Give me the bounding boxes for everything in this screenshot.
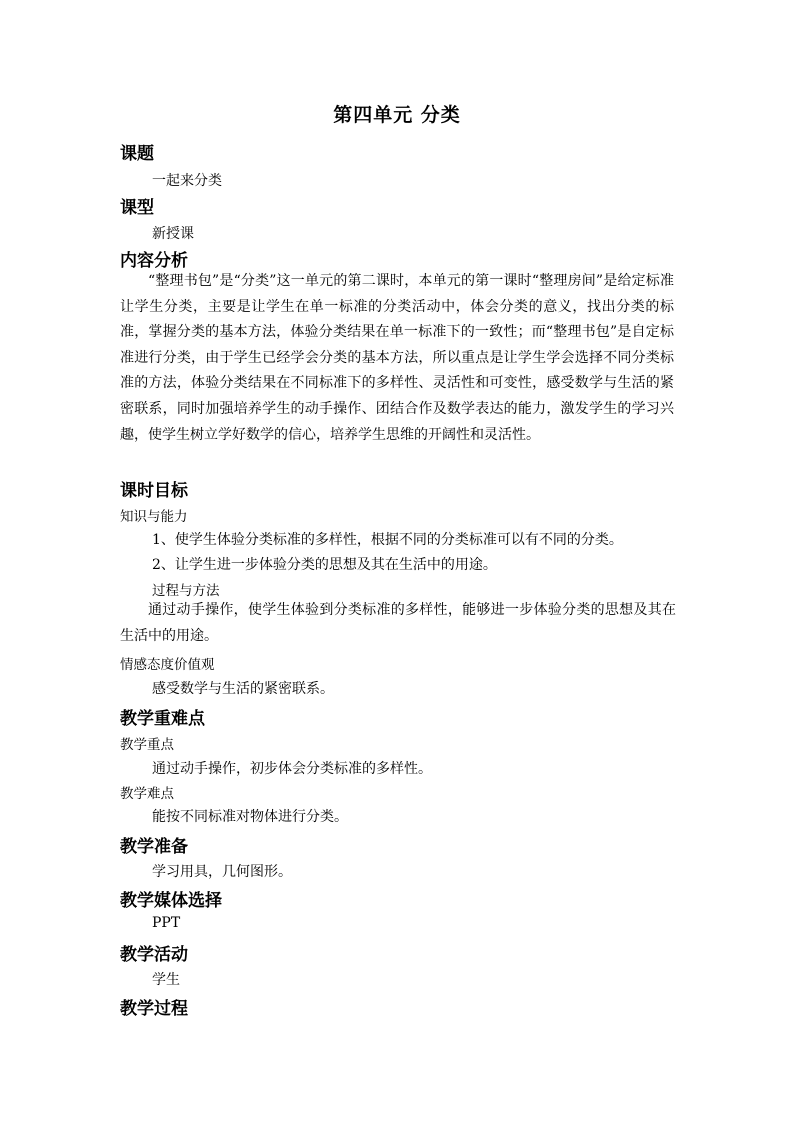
difficult-label: 教学难点	[120, 786, 174, 802]
emotion-text: 感受数学与生活的紧密联系。	[152, 681, 334, 697]
key-text: 通过动手操作，初步体会分类标准的多样性。	[152, 761, 432, 777]
difficult-text: 能按不同标准对物体进行分类。	[152, 809, 348, 825]
media-heading: 教学媒体选择	[120, 891, 222, 911]
preparation-heading: 教学准备	[120, 837, 188, 857]
topic-text: 一起来分类	[152, 173, 222, 189]
type-heading: 课型	[120, 198, 154, 218]
emotion-label: 情感态度价值观	[120, 657, 215, 673]
knowledge-label: 知识与能力	[120, 509, 188, 525]
preparation-text: 学习用具，几何图形。	[152, 864, 292, 880]
process-paragraph: 通过动手操作，使学生体验到分类标准的多样性，能够进一步体验分类的思想及其在生活中的用途。	[120, 602, 676, 644]
page-title: 第四单元 分类	[333, 104, 461, 126]
analysis-heading: 内容分析	[120, 251, 188, 271]
activity-text: 学生	[152, 972, 180, 988]
knowledge-item-2: 2、让学生进一步体验分类的思想及其在生活中的用途。	[152, 557, 497, 573]
type-text: 新授课	[152, 226, 194, 242]
objectives-heading: 课时目标	[120, 481, 188, 501]
activity-heading: 教学活动	[120, 945, 188, 965]
key-label: 教学重点	[120, 737, 174, 753]
analysis-paragraph: “整理书包”是“分类”这一单元的第二课时，本单元的第一课时“整理房间”是给定标准让学生分类，主要是让学生在单一标准的分类活动中，体会分类的意义，找出分类的标准，掌握分类的基本方法，体验分类结果在单一标准下的一致性；而“整理书包”是自定标准进行分类，由于学生已经学会分类的基本方法，所以重点是让学生学会选择不同分类标准的方法，体验分类结果在不同标准下的多样性、灵活性和可变性，感受数学与生活的紧密联系，同时加强培养学生的动手操作、团结合作及数学表达的能力，激发学生的学习兴趣，使学生树立学好数学的信心，培养学生思维的开阔性和灵活性。	[120, 273, 674, 443]
process-heading: 教学过程	[120, 999, 188, 1019]
knowledge-item-1: 1、使学生体验分类标准的多样性，根据不同的分类标准可以有不同的分类。	[152, 532, 623, 548]
media-text: PPT	[152, 915, 181, 931]
process-label: 过程与方法	[152, 583, 220, 599]
key-points-heading: 教学重难点	[120, 709, 205, 729]
topic-heading: 课题	[120, 144, 154, 164]
